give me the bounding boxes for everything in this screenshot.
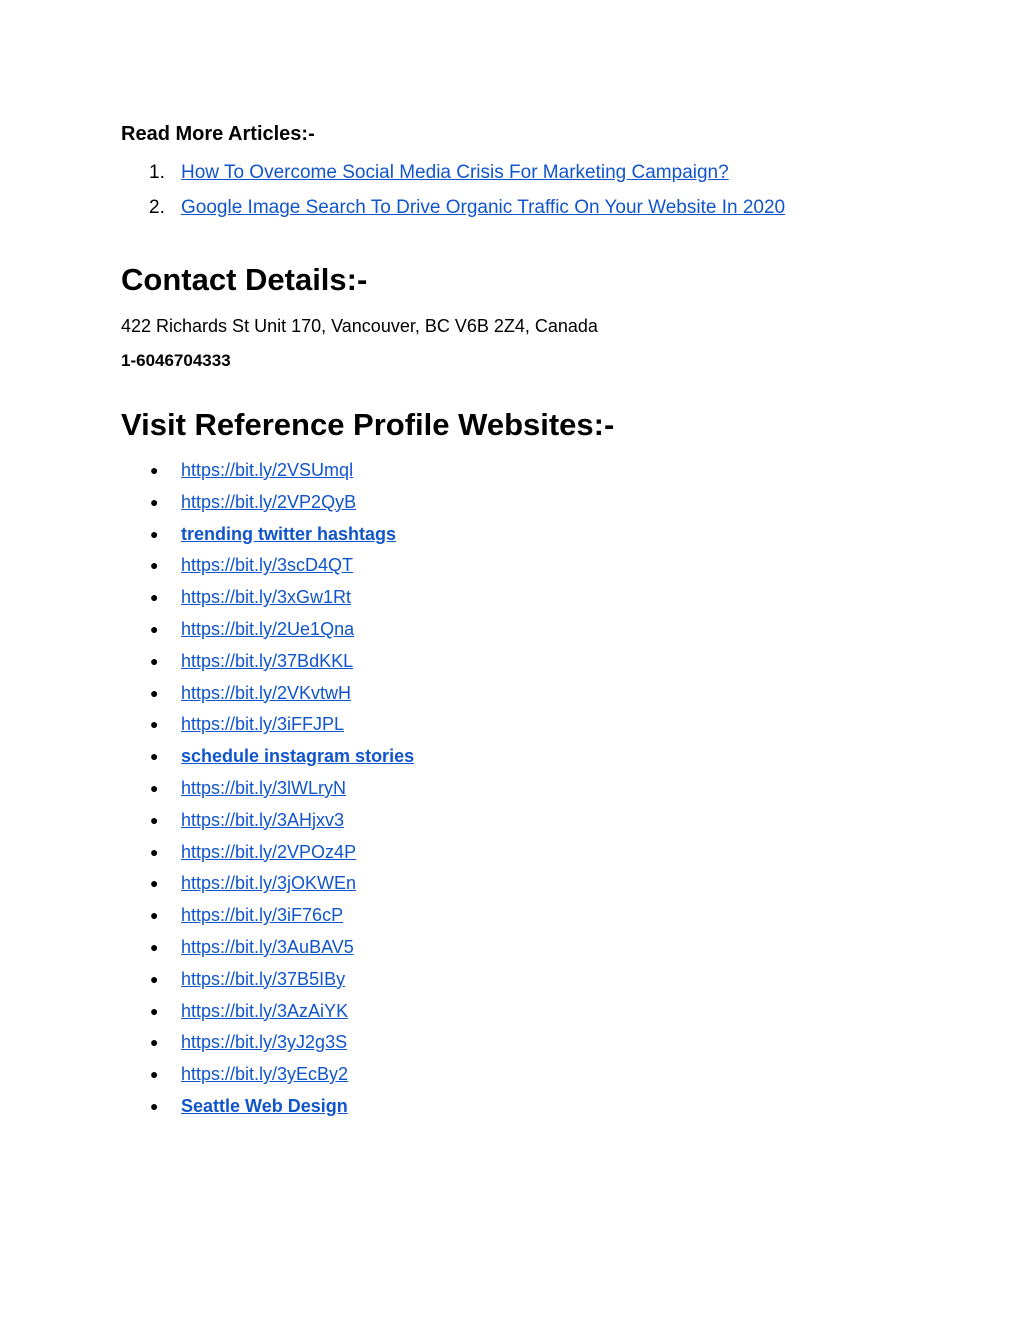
bullet-icon: ● <box>150 875 159 892</box>
list-item <box>0 1093 1024 1125</box>
list-item <box>0 1029 1024 1061</box>
reference-link[interactable]: https://bit.ly/3AHjxv3 <box>181 809 345 830</box>
bullet-icon: ● <box>150 748 159 765</box>
contact-phone: 1-6046704333 <box>121 351 231 370</box>
list-item <box>0 648 1024 680</box>
list-item <box>0 839 1024 871</box>
bullet-icon: ● <box>150 1097 159 1114</box>
list-item <box>0 807 1024 839</box>
list-item <box>0 902 1024 934</box>
bullet-icon: ● <box>150 843 159 860</box>
reference-link[interactable]: https://bit.ly/2VSUmql <box>181 460 354 480</box>
contact-address: 422 Richards St Unit 170, Vancouver, BC V6B 2Z4, Canada <box>121 316 598 336</box>
reference-link[interactable]: https://bit.ly/37BdKKL <box>181 650 354 671</box>
reference-link[interactable]: https://bit.ly/3yJ2g3S <box>181 1032 348 1053</box>
reference-link[interactable]: https://bit.ly/37B5IBy <box>181 968 346 989</box>
bullet-icon: ● <box>150 811 159 828</box>
reference-link[interactable]: https://bit.ly/2VPOz4P <box>181 841 357 862</box>
read-more-heading: Read More Articles:- <box>121 123 315 145</box>
bullet-icon: ● <box>150 684 159 701</box>
reference-link[interactable]: https://bit.ly/3AuBAV5 <box>181 936 354 957</box>
list-item <box>0 489 1024 521</box>
list-item <box>0 998 1024 1030</box>
bullet-icon: ● <box>150 525 159 542</box>
list-item <box>0 521 1024 553</box>
bullet-icon: ● <box>150 1002 159 1019</box>
list-number: 1. <box>149 162 165 183</box>
bullet-icon: ● <box>150 557 159 574</box>
bullet-icon: ● <box>150 938 159 955</box>
list-item <box>0 457 1024 489</box>
bullet-icon: ● <box>150 1034 159 1051</box>
list-item <box>0 934 1024 966</box>
bullet-icon: ● <box>150 1066 159 1083</box>
list-item <box>0 711 1024 743</box>
bullet-icon: ● <box>150 620 159 637</box>
bullet-icon: ● <box>150 589 159 606</box>
list-item <box>0 870 1024 902</box>
bullet-icon: ● <box>150 493 159 510</box>
reference-link[interactable]: https://bit.ly/3AzAiYK <box>181 1000 349 1021</box>
reference-links-list <box>0 457 1024 1125</box>
list-item <box>0 159 1024 194</box>
reference-link[interactable]: https://bit.ly/2Ue1Qna <box>181 618 355 639</box>
bullet-icon: ● <box>150 907 159 924</box>
list-item <box>0 743 1024 775</box>
list-item <box>0 775 1024 807</box>
visit-heading: Visit Reference Profile Websites:- <box>121 407 615 442</box>
bullet-icon: ● <box>150 716 159 733</box>
list-item <box>0 966 1024 998</box>
article-link[interactable]: Google Image Search To Drive Organic Traffic On Your Website In 2020 <box>181 197 786 218</box>
articles-list <box>0 159 1024 229</box>
bullet-icon: ● <box>150 462 159 478</box>
reference-link[interactable]: https://bit.ly/3lWLryN <box>181 777 347 798</box>
list-item <box>0 1061 1024 1093</box>
contact-heading: Contact Details:- <box>121 262 368 297</box>
list-item <box>0 584 1024 616</box>
reference-link[interactable]: https://bit.ly/3scD4QT <box>181 555 354 576</box>
reference-link[interactable]: https://bit.ly/3iFFJPL <box>181 714 345 735</box>
list-item <box>0 552 1024 584</box>
reference-link[interactable]: trending twitter hashtags <box>181 523 397 544</box>
bullet-icon: ● <box>150 970 159 987</box>
bullet-icon: ● <box>150 779 159 796</box>
reference-link[interactable]: https://bit.ly/2VP2QyB <box>181 491 357 512</box>
reference-link[interactable]: https://bit.ly/3xGw1Rt <box>181 587 352 608</box>
list-item <box>0 194 1024 229</box>
reference-link[interactable]: Seattle Web Design <box>181 1095 348 1116</box>
list-item <box>0 680 1024 712</box>
article-link[interactable]: How To Overcome Social Media Crisis For Marketing Campaign? <box>181 162 729 183</box>
list-item <box>0 616 1024 648</box>
bullet-icon: ● <box>150 652 159 669</box>
reference-link[interactable]: https://bit.ly/2VKvtwH <box>181 682 352 703</box>
reference-link[interactable]: https://bit.ly/3jOKWEn <box>181 873 357 894</box>
list-number: 2. <box>149 197 165 218</box>
reference-link[interactable]: https://bit.ly/3iF76cP <box>181 905 344 926</box>
reference-link[interactable]: schedule instagram stories <box>181 746 415 767</box>
reference-link[interactable]: https://bit.ly/3yEcBy2 <box>181 1064 349 1085</box>
